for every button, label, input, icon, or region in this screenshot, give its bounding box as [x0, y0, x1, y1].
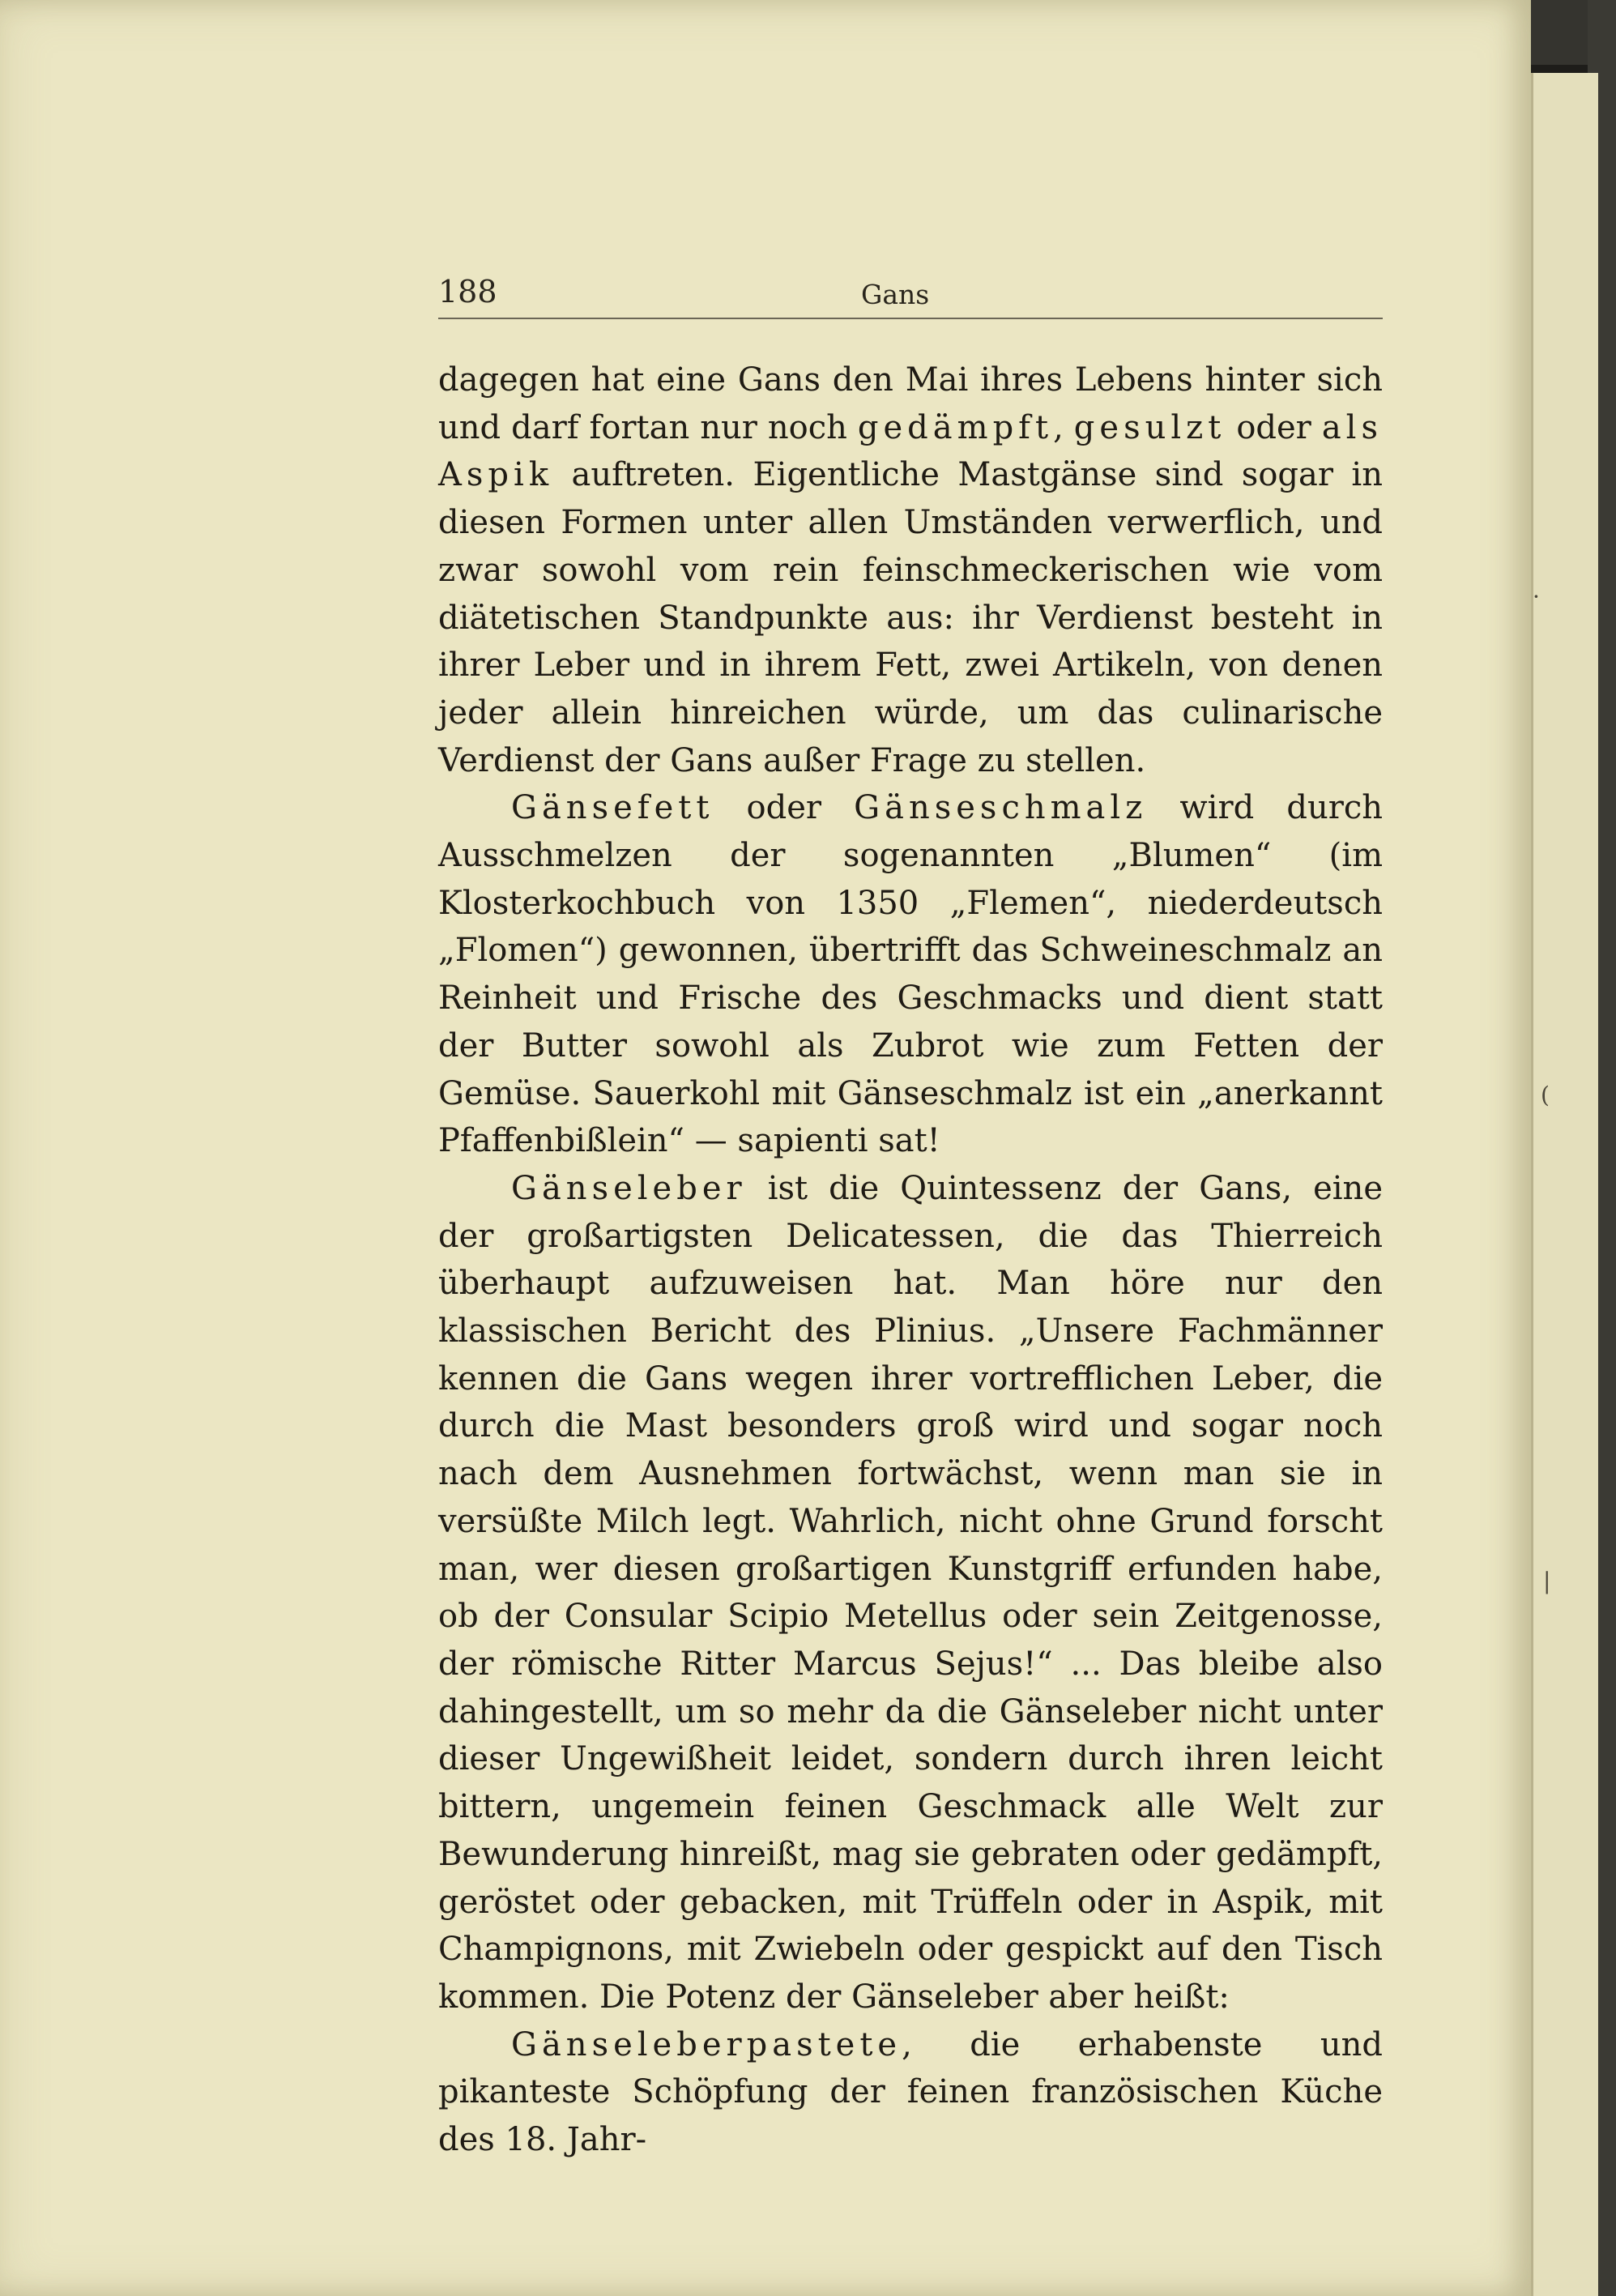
emphasized-term: als Aspik: [438, 408, 1383, 494]
emphasized-term: Gänseleberpastete: [511, 2025, 902, 2063]
emphasized-term: gesulzt: [1073, 408, 1226, 446]
next-page-edge: [1531, 73, 1598, 2296]
page-number: 188: [438, 274, 497, 309]
text-run: ist die Quintessenz der Gans, eine der großartigsten Delicatessen, die das Thierreich überhaupt aufzuweisen hat. Man höre nur den klassischen Bericht des Plinius. „Unsere Fachmänner kennen die Gans wegen ihrer vortrefflichen Leber, die durch die Mast besonders groß wird und sogar noch nach dem Ausnehmen fortwächst, wenn man sie in versüßte Milch legt. Wahrlich, nicht ohne Grund forscht man, wer diesen großartigen Kunstgriff erfunden habe, ob der Consular Scipio Metellus oder sein Zeitgenosse, der römische Ritter Marcus Sejus!“ ... Das bleibe also dahingestellt, um so mehr da die Gänseleber nicht unter dieser Ungewißheit leidet, sondern durch ihren leicht bittern, ungemein feinen Geschmack alle Welt zur Bewunderung hinreißt, mag sie gebraten oder gedämpft, geröstet oder gebacken, mit Trüffeln oder in Aspik, mit Champignons, mit Zwiebeln oder gespickt auf den Tisch kommen. Die Potenz der Gänseleber aber heißt:: [438, 1169, 1383, 2016]
paragraph: [438, 1165, 1383, 2021]
text-run: oder: [1226, 408, 1322, 446]
text-run: , die erhabenste und pikanteste Schöpfung der feinen französischen Küche des 18. Jahr-: [438, 2025, 1383, 2159]
emphasized-term: gedämpft: [857, 408, 1054, 446]
text-run: wird durch Ausschmelzen der sogenannten „Blumen“ (im Klosterkochbuch von 1350 „Flemen“, niederdeutsch „Flomen“) gewonnen, übertrifft das Schweineschmalz an Reinheit und Frische des Geschmacks und dient statt der Butter sowohl als Zubrot wie zum Fetten der Gemüse. Sauerkohl mit Gänseschmalz ist ein „anerkannt Pfaffenbißlein“ — sapienti sat!: [438, 789, 1383, 1160]
text-run: oder: [714, 789, 855, 827]
running-title: Gans: [861, 279, 930, 310]
text-run: auftreten. Eigentliche Mastgänse sind sogar in diesen Formen unter allen Umständen verwerflich, und zwar sowohl vom rein feinschmeckerischen wie vom diätetischen Standpunkte aus: ihr Verdienst besteht in ihrer Leber und in ihrem Fett, zwei Artikeln, von denen jeder allein hinreichen würde, um das culinarische Verdienst der Gans außer Frage zu stellen.: [438, 456, 1383, 779]
margin-mark: ·: [1533, 583, 1540, 610]
emphasized-term: Gänseleber: [511, 1169, 747, 1207]
emphasized-term: Gänseschmalz: [854, 789, 1148, 827]
paragraph: [438, 2021, 1383, 2164]
margin-mark: |: [1543, 1568, 1551, 1594]
emphasized-term: Gänsefett: [511, 789, 714, 827]
margin-mark: (: [1541, 1082, 1550, 1108]
page-header: [438, 267, 1383, 319]
text-run: ,: [1053, 408, 1074, 446]
paragraph: [438, 784, 1383, 1165]
text-run: dagegen hat eine Gans den Mai ihres Lebens hinter sich und darf fortan nur noch: [438, 361, 1383, 446]
paragraph: [438, 356, 1383, 784]
body-text: [438, 356, 1383, 2164]
